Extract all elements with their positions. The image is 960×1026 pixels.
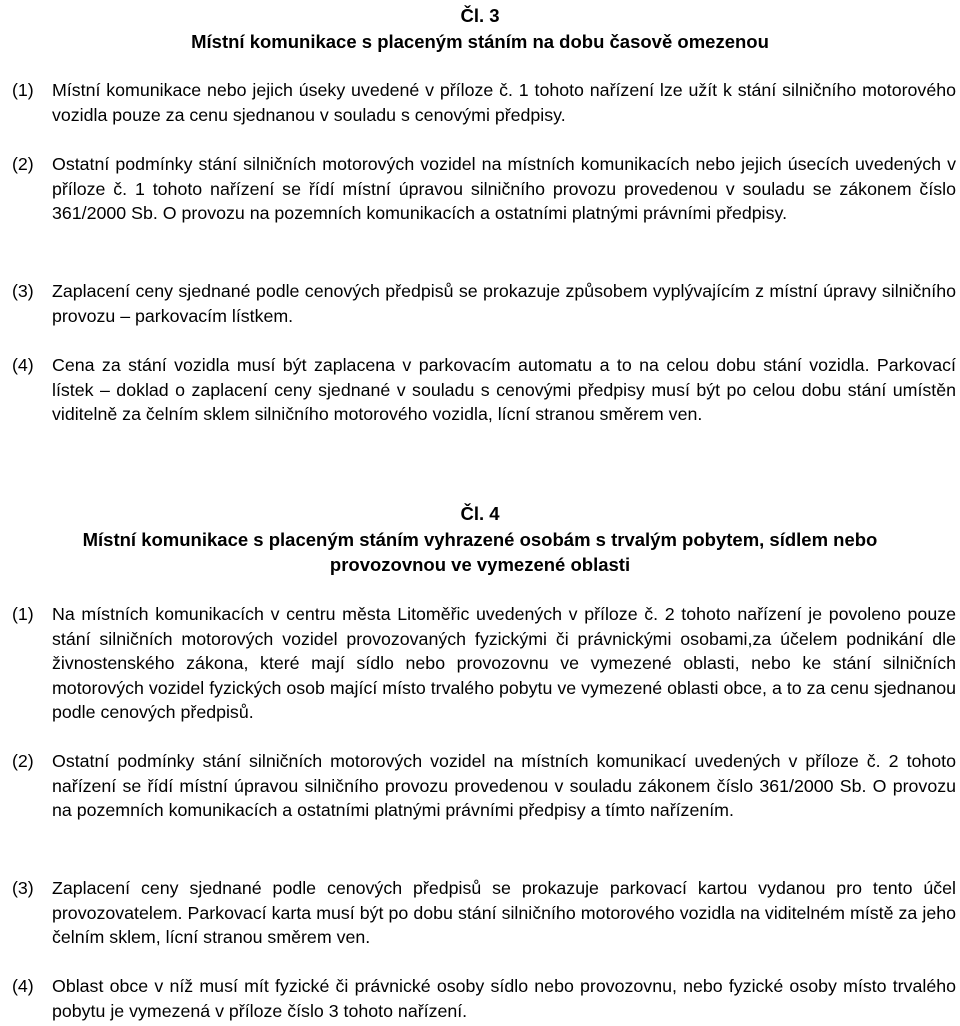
paragraph-number: (3) — [12, 878, 34, 898]
paragraph-text: Ostatní podmínky stání silničních motorových vozidel na místních komunikacích nebo jejich úsecích uvedených v příloze č. 1 tohoto nařízení se řídí místní úpravou silničního provozu provedenou v souladu se zákonem číslo 361/2000 Sb. O provozu na pozemních komunikacích a ostatními platnými právními předpisy. — [52, 154, 956, 223]
paragraph-text: Oblast obce v níž musí mít fyzické či právnické osoby sídlo nebo provozovnu, nebo fyzické osoby místo trvalého pobytu je vymezená v příloze číslo 3 tohoto nařízení. — [52, 976, 956, 1021]
article-4-paragraph-1 — [12, 602, 956, 725]
paragraph-number: (4) — [12, 355, 34, 375]
article-4-number: Čl. 4 — [460, 503, 500, 524]
article-4-title-line-1: Místní komunikace s placeným stáním vyhrazené osobám s trvalým pobytem, sídlem nebo — [82, 529, 878, 550]
paragraph-number: (1) — [12, 80, 34, 100]
article-3-paragraph-1 — [12, 78, 956, 127]
paragraph-text: Na místních komunikacích v centru města Litoměřic uvedených v příloze č. 2 tohoto nařízení je povoleno pouze stání silničních motorových vozidel provozovaných fyzickými či právnickými osobami,za účelem podnikání dle živnostenského zákona, které mají sídlo nebo provozovnu ve vymezené oblasti, nebo ke stání silničních motorových vozidel fyzických osob mající místo trvalého pobytu ve vymezené oblasti obce, a to za cenu sjednanou podle cenových předpisů. — [52, 604, 956, 722]
paragraph-text: Cena za stání vozidla musí být zaplacena v parkovacím automatu a to na celou dobu stání vozidla. Parkovací lístek – doklad o zaplacení ceny sjednané v souladu s cenovými předpisy musí být po celou dobu stání umístěn viditelně za čelním sklem silničního motorového vozidla, lícní stranou směrem ven. — [52, 355, 956, 424]
article-4-paragraph-3 — [12, 876, 956, 950]
article-4-title-line-2: provozovnou ve vymezené oblasti — [329, 554, 631, 575]
article-4-paragraph-2 — [12, 749, 956, 823]
article-3-paragraph-2 — [12, 152, 956, 226]
article-4-paragraph-4 — [12, 974, 956, 1023]
paragraph-number: (1) — [12, 604, 34, 624]
paragraph-number: (2) — [12, 751, 34, 771]
paragraph-text: Zaplacení ceny sjednané podle cenových předpisů se prokazuje způsobem vyplývajícím z místní úpravy silničního provozu – parkovacím lístkem. — [52, 281, 956, 326]
article-3-title: Místní komunikace s placeným stáním na dobu časově omezenou — [191, 31, 769, 52]
article-3-number: Čl. 3 — [460, 5, 500, 26]
paragraph-number: (2) — [12, 154, 34, 174]
paragraph-text: Zaplacení ceny sjednané podle cenových předpisů se prokazuje parkovací kartou vydanou pro tento účel provozovatelem. Parkovací karta musí být po dobu stání silničního motorového vozidla na viditelném místě za jeho čelním sklem, lícní stranou směrem ven. — [52, 878, 956, 947]
paragraph-number: (3) — [12, 281, 34, 301]
article-3-paragraph-3 — [12, 279, 956, 328]
article-3-paragraph-4 — [12, 353, 956, 427]
paragraph-text: Ostatní podmínky stání silničních motorových vozidel na místních komunikací uvedených v příloze č. 2 tohoto nařízení se řídí místní úpravou silničního provozu provedenou v souladu zákonem číslo 361/2000 Sb. O provozu na pozemních komunikacích a ostatními platnými právními předpisy a tímto nařízením. — [52, 751, 956, 820]
paragraph-text: Místní komunikace nebo jejich úseky uvedené v příloze č. 1 tohoto nařízení lze užít k stání silničního motorového vozidla pouze za cenu sjednanou v souladu s cenovými předpisy. — [52, 80, 956, 125]
paragraph-number: (4) — [12, 976, 34, 996]
